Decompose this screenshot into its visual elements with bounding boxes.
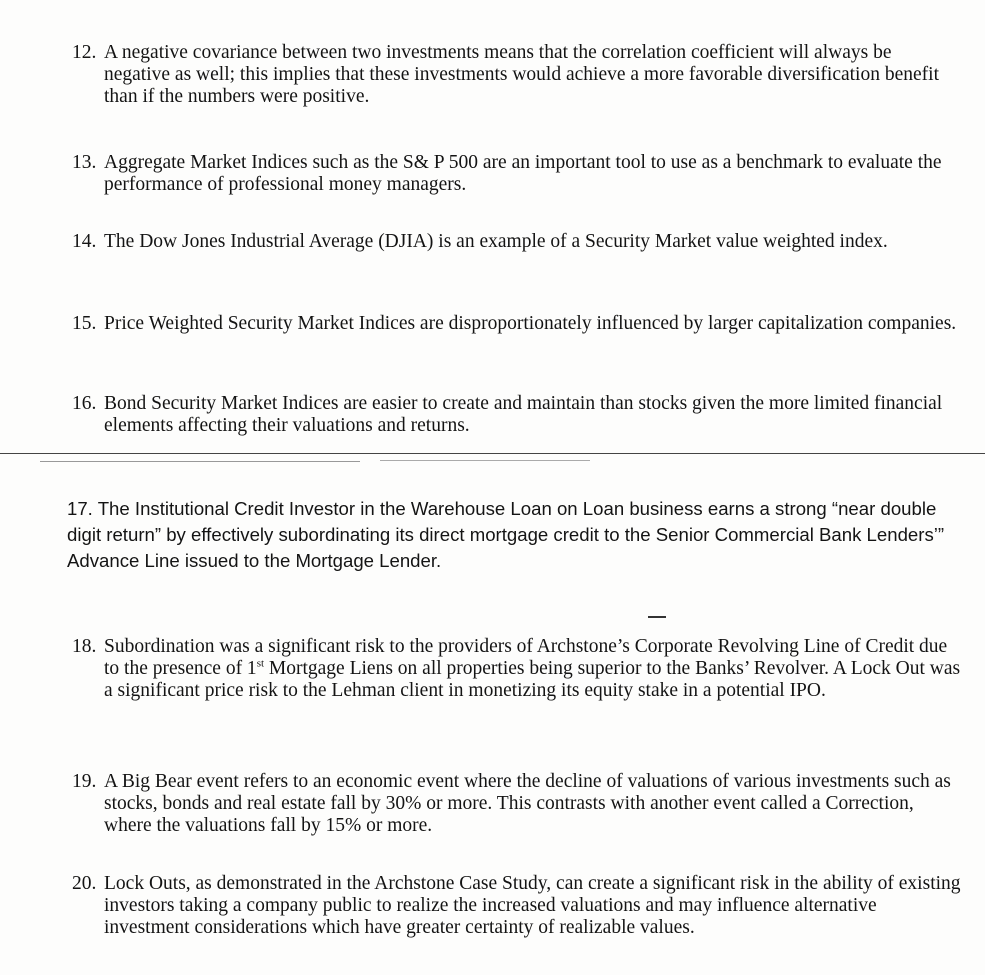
question-20 xyxy=(72,873,962,939)
question-18 xyxy=(72,636,962,702)
question-number: 17. xyxy=(67,498,93,519)
question-number: 18. xyxy=(72,636,97,657)
question-text: Aggregate Market Indices such as the S& P 500 are an important tool to use as a benchmark to evaluate the performance of professional money managers. xyxy=(104,152,942,195)
question-text: A negative covariance between two investments means that the correlation coefficient will always be negative as well; this implies that these investments would achieve a more favorable diversification benefit than if the numbers were positive. xyxy=(104,42,939,107)
question-number: 20. xyxy=(72,873,97,894)
question-text-part: Mortgage Liens on all properties being superior to the Banks’ Revolver. A Lock Out was a significant price risk to the Lehman client in monetizing its equity stake in a potential IPO. xyxy=(104,658,961,701)
question-text: The Institutional Credit Investor in the Warehouse Loan on Loan business earns a strong “near double digit return” by effectively subordinating its direct mortgage credit to the Senior Commercial Bank Lenders’” Advance Line issued to the Mortgage Lender. xyxy=(67,498,945,571)
stray-mark xyxy=(648,616,666,618)
question-text: Price Weighted Security Market Indices are disproportionately influenced by larger capitalization companies. xyxy=(104,313,957,334)
separator-line xyxy=(0,453,985,454)
separator-line-faint xyxy=(40,461,360,462)
superscript: st xyxy=(256,657,265,670)
question-number: 15. xyxy=(72,313,97,334)
question-number: 16. xyxy=(72,393,97,414)
question-text: A Big Bear event refers to an economic event where the decline of valuations of various investments such as stocks, bonds and real estate fall by 30% or more. This contrasts with another event called a Correction, where the valuations fall by 15% or more. xyxy=(104,771,951,836)
question-17 xyxy=(67,496,972,574)
question-text: Bond Security Market Indices are easier to create and maintain than stocks given the more limited financial elements affecting their valuations and returns. xyxy=(104,393,943,436)
question-text-part: Subordination was a significant risk to the providers of Archstone’s Corporate Revolving Line of Credit due to the presence of 1 xyxy=(104,636,948,679)
question-text xyxy=(72,636,962,702)
question-number: 13. xyxy=(72,152,97,173)
question-19 xyxy=(72,771,962,837)
question-12 xyxy=(72,42,962,108)
question-text: Lock Outs, as demonstrated in the Archstone Case Study, can create a significant risk in the ability of existing investors taking a company public to realize the increased valuations and may influence alternative investment considerations which have greater certainty of realizable values. xyxy=(104,873,961,938)
separator-line-faint xyxy=(380,460,590,461)
question-15 xyxy=(72,313,962,335)
question-number: 12. xyxy=(72,42,97,63)
question-14 xyxy=(72,231,962,253)
question-16 xyxy=(72,393,962,437)
question-text: The Dow Jones Industrial Average (DJIA) is an example of a Security Market value weighted index. xyxy=(104,231,888,252)
question-number: 19. xyxy=(72,771,97,792)
question-number: 14. xyxy=(72,231,97,252)
question-13 xyxy=(72,152,962,196)
